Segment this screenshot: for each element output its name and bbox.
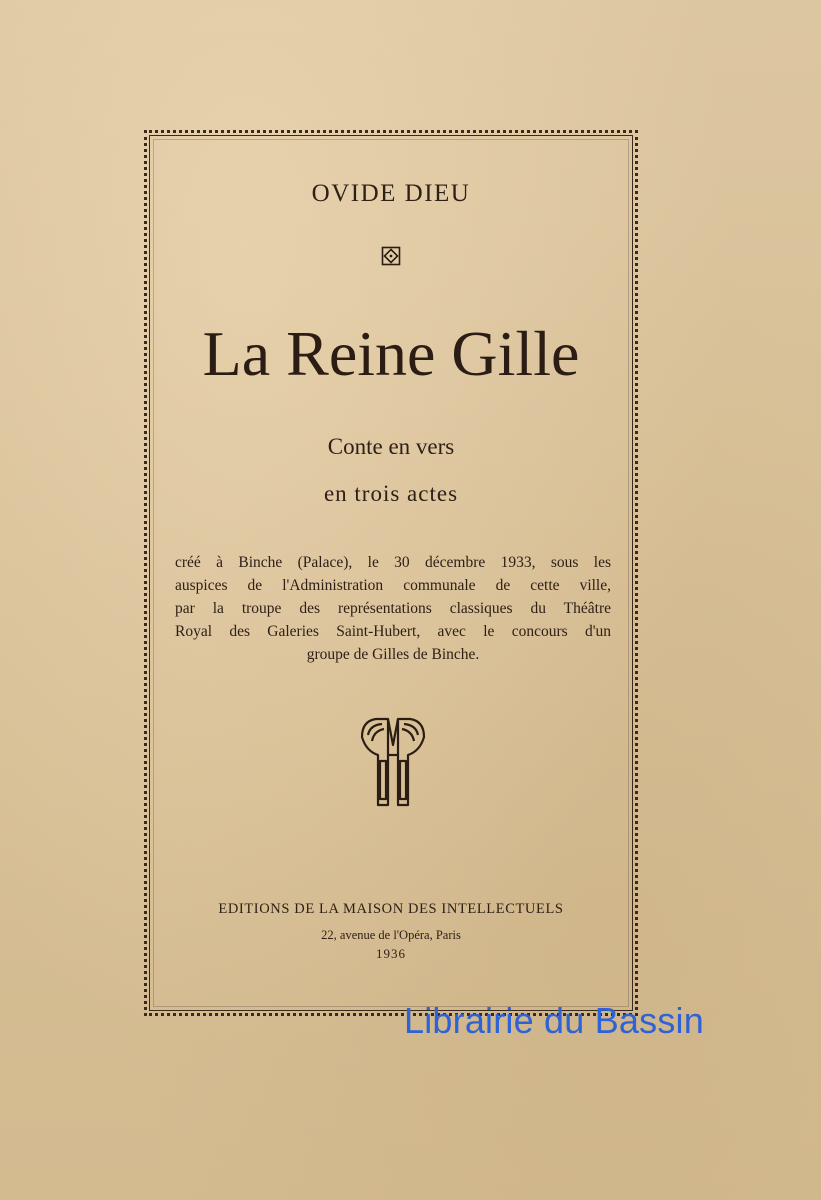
publisher-address: 22, avenue de l'Opéra, Paris bbox=[321, 928, 461, 942]
subtitle-line-1: Conte en vers bbox=[327, 434, 455, 459]
book-title: La Reine Gille bbox=[202, 318, 580, 389]
description-line: par la troupe des représentations classiques du Théâtre bbox=[175, 600, 611, 617]
premiere-description bbox=[175, 551, 611, 666]
diamond-square-ornament-icon bbox=[381, 246, 401, 266]
author-name: OVIDE DIEU bbox=[311, 180, 471, 207]
description-line: Royal des Galeries Saint-Hubert, avec le concours d'un bbox=[175, 623, 611, 640]
publication-year: 1936 bbox=[376, 946, 406, 961]
description-line: créé à Binche (Palace), le 30 décembre 1933, sous les bbox=[175, 554, 611, 571]
subtitle-line-2: en trois actes bbox=[323, 481, 459, 506]
publisher-name: EDITIONS DE LA MAISON DES INTELLECTUELS bbox=[218, 901, 564, 917]
description-line: groupe de Gilles de Binche. bbox=[306, 646, 480, 663]
gille-costume-ornament-icon bbox=[358, 715, 428, 807]
bookseller-watermark: Librairie du Bassin bbox=[404, 1000, 704, 1041]
description-line: auspices de l'Administration communale de cette ville, bbox=[175, 577, 611, 594]
